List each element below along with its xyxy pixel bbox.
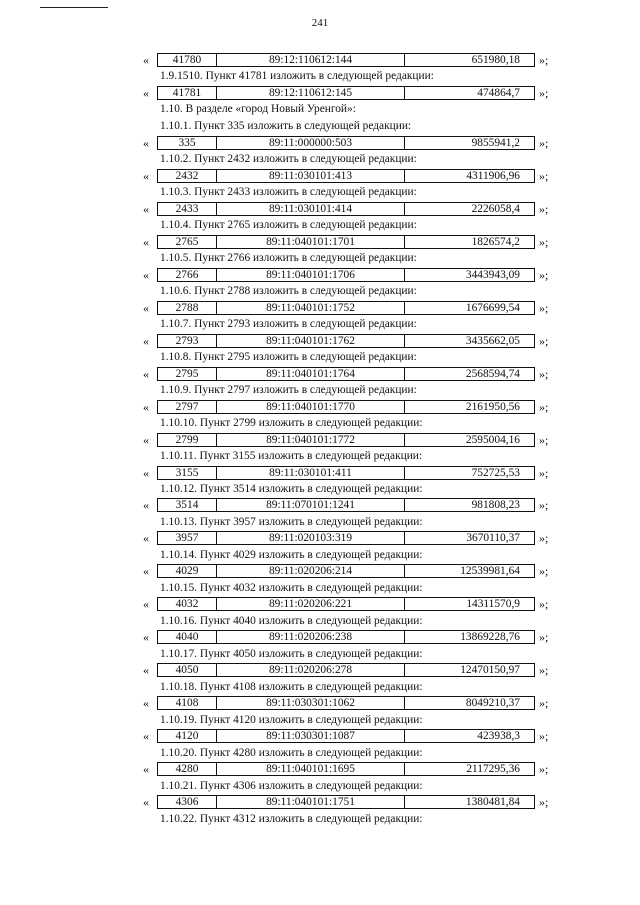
open-quote: « bbox=[143, 531, 149, 546]
close-quote: »; bbox=[539, 300, 549, 315]
entry-table bbox=[157, 531, 535, 545]
amendment-line bbox=[0, 580, 640, 597]
cadastral-value-cell: 8049210,37 bbox=[465, 697, 520, 710]
table-row bbox=[0, 596, 640, 612]
table-row bbox=[0, 662, 640, 678]
cadastral-value-cell: 12539981,64 bbox=[460, 565, 520, 578]
table-row bbox=[0, 300, 640, 316]
entry-table bbox=[157, 729, 535, 743]
open-quote: « bbox=[143, 696, 149, 711]
entry-table bbox=[157, 433, 535, 447]
open-quote: « bbox=[143, 53, 149, 67]
table-row bbox=[0, 168, 640, 184]
table-row bbox=[0, 563, 640, 579]
entry-table bbox=[157, 564, 535, 578]
close-quote: »; bbox=[539, 630, 549, 645]
cadastral-number-cell: 89:11:030101:411 bbox=[217, 467, 405, 479]
close-quote: »; bbox=[539, 267, 549, 282]
close-quote: »; bbox=[539, 135, 549, 150]
open-quote: « bbox=[143, 762, 149, 777]
amendment-text: 1.9.1510. Пункт 41781 изложить в следующей редакции: bbox=[160, 70, 434, 83]
open-quote: « bbox=[143, 333, 149, 348]
cadastral-number-cell: 89:11:020206:238 bbox=[217, 631, 405, 643]
table-row bbox=[0, 201, 640, 217]
cadastral-number-cell: 89:11:000000:503 bbox=[217, 137, 405, 149]
item-number-cell: 3957 bbox=[158, 532, 217, 544]
cadastral-value-cell: 2161950,56 bbox=[465, 400, 520, 413]
amendment-text: 1.10.10. Пункт 2799 изложить в следующей редакции: bbox=[160, 416, 423, 429]
open-quote: « bbox=[143, 498, 149, 513]
close-quote: »; bbox=[539, 333, 549, 348]
open-quote: « bbox=[143, 399, 149, 414]
entry-table bbox=[157, 466, 535, 480]
cadastral-number-cell: 89:12:110612:144 bbox=[217, 54, 405, 66]
open-quote: « bbox=[143, 201, 149, 216]
amendment-line bbox=[0, 778, 640, 795]
item-number-cell: 41780 bbox=[158, 54, 217, 66]
entry-table bbox=[157, 334, 535, 348]
cadastral-number-cell: 89:11:030101:413 bbox=[217, 170, 405, 182]
amendment-line bbox=[0, 283, 640, 300]
cadastral-value-cell: 474864,7 bbox=[477, 86, 520, 99]
cadastral-number-cell: 89:11:040101:1706 bbox=[217, 269, 405, 281]
amendment-line bbox=[0, 68, 640, 85]
item-number-cell: 4050 bbox=[158, 664, 217, 676]
open-quote: « bbox=[143, 234, 149, 249]
table-row bbox=[0, 234, 640, 250]
amendment-line bbox=[0, 811, 640, 828]
item-number-cell: 2797 bbox=[158, 401, 217, 413]
entry-table bbox=[157, 597, 535, 611]
table-row bbox=[0, 52, 640, 68]
item-number-cell: 4040 bbox=[158, 631, 217, 643]
cadastral-value-cell: 13869228,76 bbox=[460, 631, 520, 644]
amendment-text: 1.10.14. Пункт 4029 изложить в следующей редакции: bbox=[160, 548, 423, 561]
item-number-cell: 2793 bbox=[158, 335, 217, 347]
amendment-line bbox=[0, 349, 640, 366]
entry-table bbox=[157, 400, 535, 414]
table-row bbox=[0, 399, 640, 415]
open-quote: « bbox=[143, 267, 149, 282]
cadastral-number-cell: 89:11:040101:1764 bbox=[217, 368, 405, 380]
amendment-text: 1.10.16. Пункт 4040 изложить в следующей редакции: bbox=[160, 614, 423, 627]
open-quote: « bbox=[143, 432, 149, 447]
table-row bbox=[0, 85, 640, 101]
amendment-text: 1.10.18. Пункт 4108 изложить в следующей редакции: bbox=[160, 680, 423, 693]
close-quote: »; bbox=[539, 531, 549, 546]
open-quote: « bbox=[143, 564, 149, 579]
amendment-text: 1.10.15. Пункт 4032 изложить в следующей редакции: bbox=[160, 581, 423, 594]
item-number-cell: 2799 bbox=[158, 434, 217, 446]
cadastral-number-cell: 89:11:040101:1695 bbox=[217, 763, 405, 775]
amendment-line bbox=[0, 101, 640, 118]
close-quote: »; bbox=[539, 465, 549, 480]
close-quote: »; bbox=[539, 234, 549, 249]
amendment-text: 1.10.22. Пункт 4312 изложить в следующей редакции: bbox=[160, 812, 423, 825]
open-quote: « bbox=[143, 135, 149, 150]
cadastral-number-cell: 89:11:040101:1701 bbox=[217, 236, 405, 248]
entry-table bbox=[157, 86, 535, 100]
table-row bbox=[0, 465, 640, 481]
open-quote: « bbox=[143, 597, 149, 612]
open-quote: « bbox=[143, 663, 149, 678]
amendment-text: 1.10.21. Пункт 4306 изложить в следующей редакции: bbox=[160, 779, 423, 792]
amendment-text: 1.10.4. Пункт 2765 изложить в следующей редакции: bbox=[160, 218, 417, 231]
table-row bbox=[0, 366, 640, 382]
amendment-line bbox=[0, 217, 640, 234]
amendment-text: 1.10.13. Пункт 3957 изложить в следующей редакции: bbox=[160, 515, 423, 528]
open-quote: « bbox=[143, 168, 149, 183]
page-number: 241 bbox=[311, 17, 329, 29]
open-quote: « bbox=[143, 630, 149, 645]
cadastral-value-cell: 1826574,2 bbox=[471, 235, 520, 248]
close-quote: »; bbox=[539, 201, 549, 216]
close-quote: »; bbox=[539, 597, 549, 612]
amendment-text: 1.10.3. Пункт 2433 изложить в следующей редакции: bbox=[160, 185, 417, 198]
entry-table bbox=[157, 169, 535, 183]
amendment-text: 1.10.9. Пункт 2797 изложить в следующей редакции: bbox=[160, 383, 417, 396]
amendment-line bbox=[0, 151, 640, 168]
open-quote: « bbox=[143, 465, 149, 480]
table-row bbox=[0, 728, 640, 744]
cadastral-number-cell: 89:11:020206:221 bbox=[217, 598, 405, 610]
close-quote: »; bbox=[539, 432, 549, 447]
table-row bbox=[0, 432, 640, 448]
amendment-line bbox=[0, 184, 640, 201]
close-quote: »; bbox=[539, 399, 549, 414]
cadastral-number-cell: 89:11:040101:1751 bbox=[217, 796, 405, 808]
cadastral-value-cell: 1676699,54 bbox=[465, 301, 520, 314]
cadastral-value-cell: 2595004,16 bbox=[465, 433, 520, 446]
cadastral-value-cell: 1380481,84 bbox=[465, 796, 520, 809]
entry-table bbox=[157, 367, 535, 381]
item-number-cell: 2795 bbox=[158, 368, 217, 380]
cadastral-number-cell: 89:12:110612:145 bbox=[217, 87, 405, 99]
amendment-line bbox=[0, 382, 640, 399]
entry-table bbox=[157, 301, 535, 315]
open-quote: « bbox=[143, 366, 149, 381]
amendment-line bbox=[0, 712, 640, 729]
item-number-cell: 4029 bbox=[158, 565, 217, 577]
cadastral-value-cell: 3435662,05 bbox=[465, 334, 520, 347]
table-row bbox=[0, 267, 640, 283]
cadastral-number-cell: 89:11:030301:1087 bbox=[217, 730, 405, 742]
entry-table bbox=[157, 663, 535, 677]
open-quote: « bbox=[143, 85, 149, 100]
table-row bbox=[0, 333, 640, 349]
amendment-line bbox=[0, 415, 640, 432]
item-number-cell: 2788 bbox=[158, 302, 217, 314]
entry-table bbox=[157, 498, 535, 512]
item-number-cell: 4306 bbox=[158, 796, 217, 808]
table-row bbox=[0, 530, 640, 546]
cadastral-value-cell: 423938,3 bbox=[477, 730, 520, 743]
item-number-cell: 3514 bbox=[158, 499, 217, 511]
cadastral-value-cell: 3670110,37 bbox=[466, 532, 520, 545]
cadastral-value-cell: 2117295,36 bbox=[466, 763, 520, 776]
entry-table bbox=[157, 268, 535, 282]
amendment-line bbox=[0, 547, 640, 564]
cadastral-value-cell: 4311906,96 bbox=[466, 169, 520, 182]
item-number-cell: 4032 bbox=[158, 598, 217, 610]
amendment-text: 1.10.7. Пункт 2793 изложить в следующей редакции: bbox=[160, 317, 417, 330]
amendment-text: 1.10. В разделе «город Новый Уренгой»: bbox=[160, 103, 356, 116]
close-quote: »; bbox=[539, 762, 549, 777]
table-row bbox=[0, 135, 640, 151]
item-number-cell: 2765 bbox=[158, 236, 217, 248]
item-number-cell: 3155 bbox=[158, 467, 217, 479]
close-quote: »; bbox=[539, 564, 549, 579]
table-row bbox=[0, 761, 640, 777]
amendment-line bbox=[0, 250, 640, 267]
table-row bbox=[0, 497, 640, 513]
close-quote: »; bbox=[539, 663, 549, 678]
amendment-text: 1.10.12. Пункт 3514 изложить в следующей редакции: bbox=[160, 482, 423, 495]
amendment-line bbox=[0, 613, 640, 630]
close-quote: »; bbox=[539, 168, 549, 183]
entry-table bbox=[157, 630, 535, 644]
top-rule bbox=[40, 7, 108, 8]
entry-table bbox=[157, 53, 535, 67]
amendment-line bbox=[0, 679, 640, 696]
amendment-line bbox=[0, 316, 640, 333]
item-number-cell: 4280 bbox=[158, 763, 217, 775]
close-quote: »; bbox=[539, 366, 549, 381]
cadastral-number-cell: 89:11:040101:1762 bbox=[217, 335, 405, 347]
cadastral-number-cell: 89:11:070101:1241 bbox=[217, 499, 405, 511]
cadastral-number-cell: 89:11:030301:1062 bbox=[217, 697, 405, 709]
cadastral-value-cell: 9855941,2 bbox=[471, 136, 520, 149]
cadastral-number-cell: 89:11:040101:1772 bbox=[217, 434, 405, 446]
open-quote: « bbox=[143, 729, 149, 744]
cadastral-number-cell: 89:11:040101:1752 bbox=[217, 302, 405, 314]
entry-table bbox=[157, 696, 535, 710]
amendment-text: 1.10.20. Пункт 4280 изложить в следующей редакции: bbox=[160, 746, 423, 759]
cadastral-number-cell: 89:11:020206:214 bbox=[217, 565, 405, 577]
amendment-line bbox=[0, 118, 640, 135]
amendment-text: 1.10.2. Пункт 2432 изложить в следующей редакции: bbox=[160, 152, 417, 165]
item-number-cell: 4120 bbox=[158, 730, 217, 742]
entry-table bbox=[157, 202, 535, 216]
cadastral-number-cell: 89:11:020206:278 bbox=[217, 664, 405, 676]
cadastral-number-cell: 89:11:040101:1770 bbox=[217, 401, 405, 413]
table-row bbox=[0, 794, 640, 810]
table-row bbox=[0, 695, 640, 711]
table-row bbox=[0, 629, 640, 645]
cadastral-value-cell: 3443943,09 bbox=[465, 268, 520, 281]
document-body bbox=[0, 52, 640, 827]
amendment-text: 1.10.19. Пункт 4120 изложить в следующей редакции: bbox=[160, 713, 423, 726]
entry-table bbox=[157, 762, 535, 776]
cadastral-value-cell: 981808,23 bbox=[471, 499, 520, 512]
cadastral-number-cell: 89:11:020103:319 bbox=[217, 532, 405, 544]
item-number-cell: 2432 bbox=[158, 170, 217, 182]
amendment-text: 1.10.6. Пункт 2788 изложить в следующей редакции: bbox=[160, 284, 417, 297]
entry-table bbox=[157, 136, 535, 150]
close-quote: »; bbox=[539, 696, 549, 711]
amendment-text: 1.10.11. Пункт 3155 изложить в следующей редакции: bbox=[160, 449, 423, 462]
amendment-line bbox=[0, 481, 640, 498]
amendment-text: 1.10.5. Пункт 2766 изложить в следующей редакции: bbox=[160, 251, 417, 264]
cadastral-value-cell: 2568594,74 bbox=[465, 367, 520, 380]
close-quote: »; bbox=[539, 795, 549, 810]
cadastral-value-cell: 14311570,9 bbox=[466, 598, 520, 611]
amendment-line bbox=[0, 448, 640, 465]
item-number-cell: 2433 bbox=[158, 203, 217, 215]
entry-table bbox=[157, 795, 535, 809]
close-quote: »; bbox=[539, 729, 549, 744]
item-number-cell: 2766 bbox=[158, 269, 217, 281]
cadastral-value-cell: 651980,18 bbox=[471, 54, 520, 66]
amendment-line bbox=[0, 646, 640, 663]
cadastral-value-cell: 12470150,97 bbox=[460, 664, 520, 677]
entry-table bbox=[157, 235, 535, 249]
open-quote: « bbox=[143, 795, 149, 810]
cadastral-value-cell: 2226058,4 bbox=[471, 202, 520, 215]
open-quote: « bbox=[143, 300, 149, 315]
item-number-cell: 41781 bbox=[158, 87, 217, 99]
close-quote: »; bbox=[539, 53, 549, 67]
cadastral-value-cell: 752725,53 bbox=[471, 466, 520, 479]
amendment-line bbox=[0, 514, 640, 531]
close-quote: »; bbox=[539, 498, 549, 513]
amendment-line bbox=[0, 745, 640, 762]
close-quote: »; bbox=[539, 85, 549, 100]
item-number-cell: 4108 bbox=[158, 697, 217, 709]
cadastral-number-cell: 89:11:030101:414 bbox=[217, 203, 405, 215]
amendment-text: 1.10.8. Пункт 2795 изложить в следующей редакции: bbox=[160, 350, 417, 363]
amendment-text: 1.10.1. Пункт 335 изложить в следующей редакции: bbox=[160, 119, 412, 132]
item-number-cell: 335 bbox=[158, 137, 217, 149]
amendment-text: 1.10.17. Пункт 4050 изложить в следующей редакции: bbox=[160, 647, 423, 660]
